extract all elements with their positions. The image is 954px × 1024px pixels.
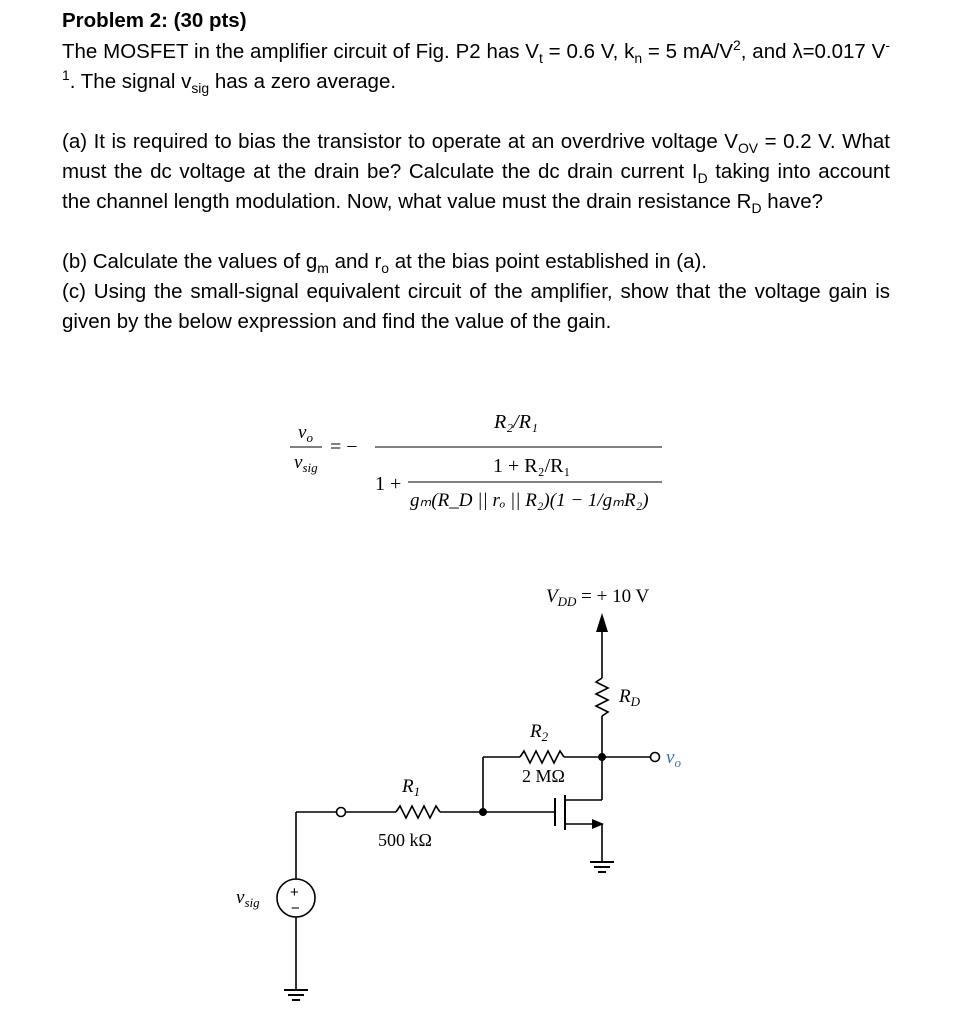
- part-c: (c) Using the small-signal equivalent circuit of the amplifier, show that the voltage gain is given by the below expression and find the value of the gain.: [62, 280, 890, 333]
- vdd-arrow-icon: [596, 613, 608, 632]
- rd-resistor: [596, 678, 608, 716]
- vsig-minus-sign: −: [291, 900, 300, 917]
- gain-equation: [290, 411, 662, 511]
- eq-top-num: R₂/R₁: [494, 411, 538, 433]
- eq-bottom-den: gₘ(R_D || rₒ || R₂)(1 − 1/gₘR₂): [410, 490, 649, 511]
- output-terminal: [651, 753, 660, 762]
- part-b: (b) Calculate the values of $g_m$ and $r_o$ at the bias point established in (a).: [62, 250, 708, 277]
- problem-title: Problem 2: (30 pts): [62, 9, 247, 32]
- r1-label: $R_1$: [402, 776, 421, 799]
- eq-one-plus: 1 +: [375, 473, 402, 495]
- vdd-label: $V_{DD}$ = + 10 V: [546, 586, 650, 609]
- r2-label: $R_2$: [530, 721, 549, 744]
- r2-resistor: [520, 751, 564, 763]
- r2-value: 2 MΩ: [522, 766, 565, 786]
- vsig-label: $v_{sig}$: [236, 887, 260, 910]
- vo-label: $v_o$: [666, 747, 681, 770]
- rd-label: $R_D$: [619, 686, 640, 709]
- part-a: (a) It is required to bias the transistor to operate at an overdrive voltage $V_{OV} = 0.2$ V. What must the dc voltage at the drain be? Calculate the dc drain current $I_D$ taking into account the channel length modulation. Now, what value must the drain resistance $R_D$ have?: [62, 130, 890, 217]
- r1-value: 500 kΩ: [378, 830, 432, 850]
- eq-vsig: $v_{sig}$: [294, 452, 318, 475]
- eq-top-den: 1 + R₂/R₁: [493, 455, 571, 477]
- eq-vo: $v_o$: [298, 422, 313, 445]
- problem-intro: The MOSFET in the amplifier circuit of Fig. P2 has $V_t = 0.6$ V, $k_n = 5$ $mA/V^2$, and λ=0.017 $V^{-1}$. The signal $v_{sig}$ has a zero average.: [62, 37, 890, 97]
- r1-resistor: [396, 806, 440, 818]
- input-terminal: [337, 808, 346, 817]
- eq-equals: = −: [330, 436, 358, 458]
- vsig-plus-sign: +: [290, 884, 299, 901]
- amplifier-circuit: [277, 613, 660, 1000]
